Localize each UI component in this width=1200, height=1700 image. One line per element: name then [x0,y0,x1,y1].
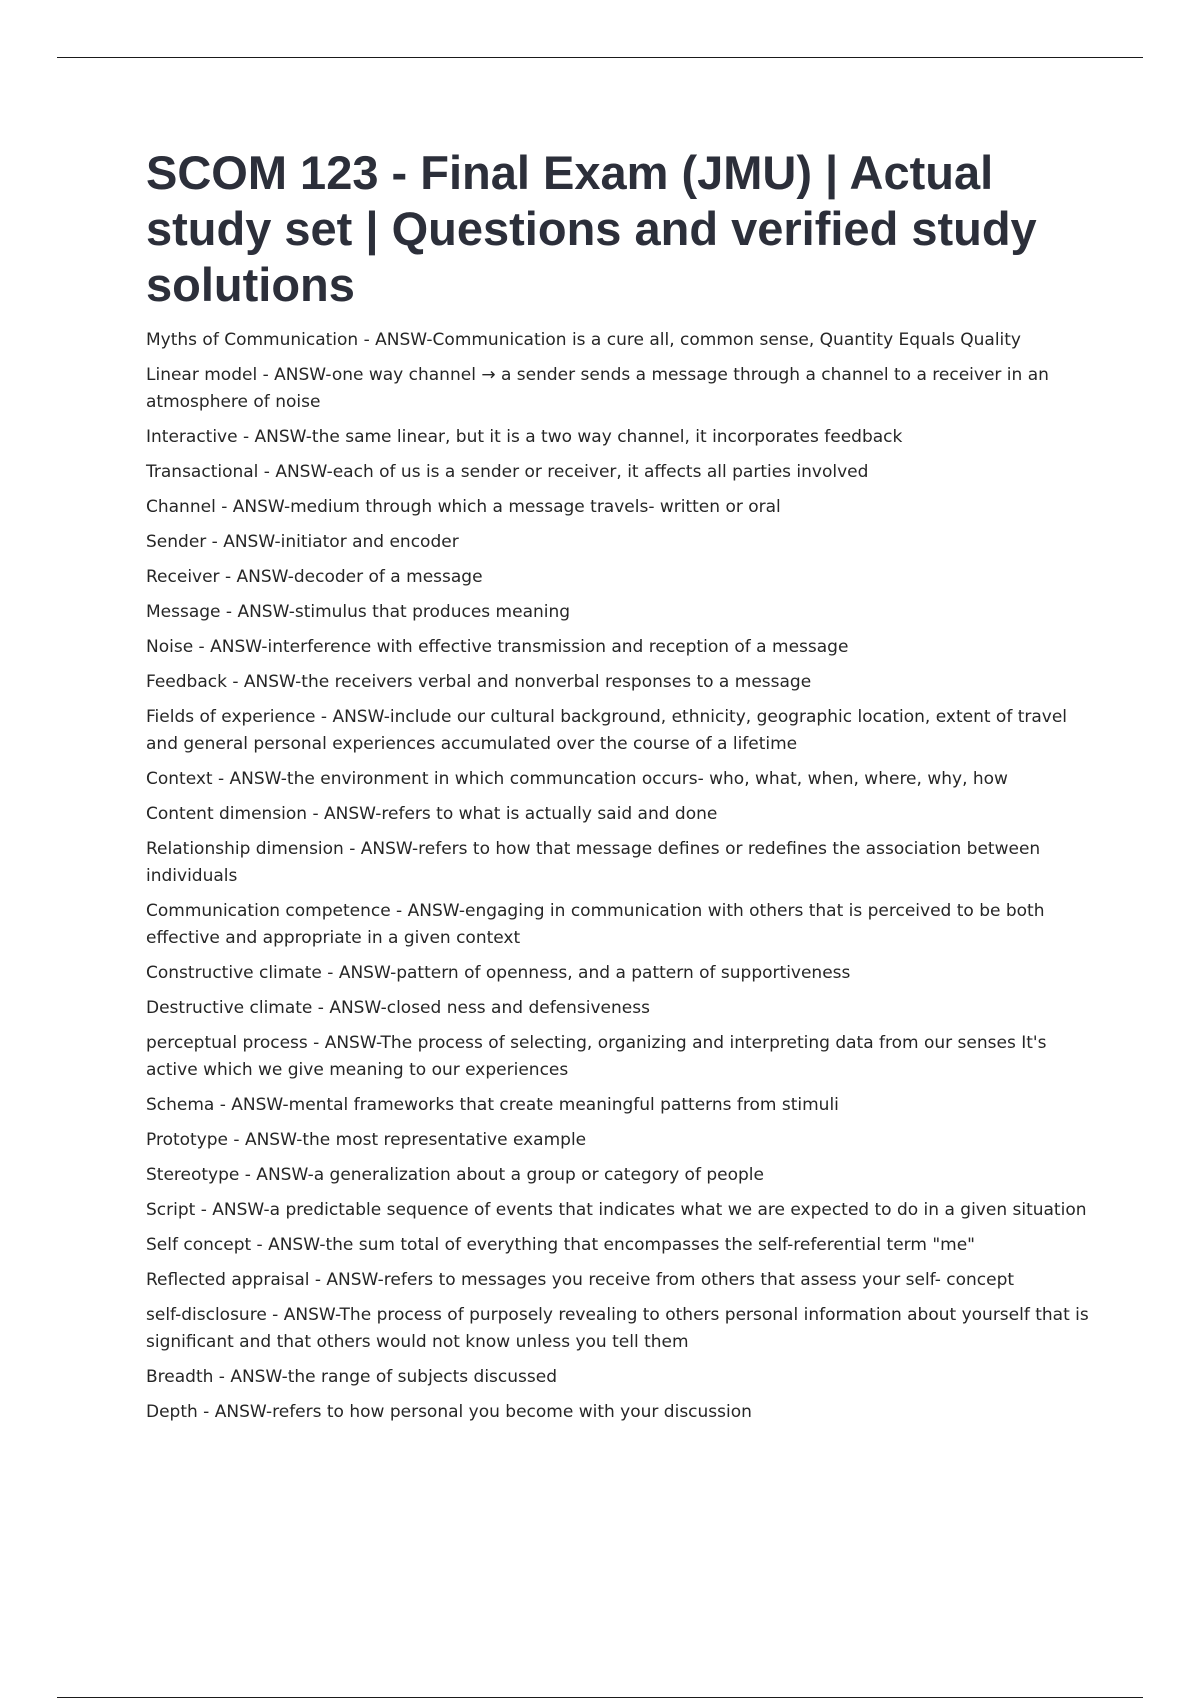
entry-transactional: Transactional - ANSW-each of us is a sender or receiver, it affects all parties involved [146,462,869,482]
entry-perceptual-process: perceptual process - ANSW-The process of selecting, organizing and interpreting data from our senses It's active which we give meaning to our experiences [146,1033,1047,1080]
entry-breadth: Breadth - ANSW-the range of subjects discussed [146,1367,557,1387]
entry-stereotype: Stereotype - ANSW-a generalization about a group or category of people [146,1165,764,1185]
entry-linear-model: Linear model - ANSW-one way channel → a sender sends a message through a channel to a receiver in an atmosphere of noise [146,365,1049,412]
entry-noise: Noise - ANSW-interference with effective transmission and reception of a message [146,637,849,657]
entry-interactive: Interactive - ANSW-the same linear, but it is a two way channel, it incorporates feedback [146,427,903,447]
entry-self-disclosure: self-disclosure - ANSW-The process of purposely revealing to others personal information about yourself that is significant and that others would not know unless you tell them [146,1305,1089,1352]
entry-schema: Schema - ANSW-mental frameworks that create meaningful patterns from stimuli [146,1095,839,1115]
entry-sender: Sender - ANSW-initiator and encoder [146,532,459,552]
entry-fields-of-experience: Fields of experience - ANSW-include our cultural background, ethnicity, geographic location, extent of travel and general personal experiences accumulated over the course of a lifetime [146,707,1068,754]
entry-reflected-appraisal: Reflected appraisal - ANSW-refers to messages you receive from others that assess your self- concept [146,1270,1015,1290]
entry-context: Context - ANSW-the environment in which communcation occurs- who, what, when, where, why, how [146,769,1008,789]
entry-relationship-dimension: Relationship dimension - ANSW-refers to how that message defines or redefines the association between individuals [146,839,1041,886]
entry-destructive-climate: Destructive climate - ANSW-closed ness and defensiveness [146,998,650,1018]
entry-script: Script - ANSW-a predictable sequence of events that indicates what we are expected to do in a given situation [146,1200,1087,1220]
entry-depth: Depth - ANSW-refers to how personal you become with your discussion [146,1402,752,1422]
top-rule [57,57,1143,58]
document-body [146,145,1096,1434]
entry-communication-competence: Communication competence - ANSW-engaging in communication with others that is perceived to be both effective and appropriate in a given context [146,901,1045,948]
entry-constructive-climate: Constructive climate - ANSW-pattern of openness, and a pattern of supportiveness [146,963,851,983]
document-title: SCOM 123 - Final Exam (JMU) | Actual study set | Questions and verified study solutions [146,146,1037,311]
entry-message: Message - ANSW-stimulus that produces meaning [146,602,571,622]
entry-prototype: Prototype - ANSW-the most representative example [146,1130,587,1150]
entry-list [146,327,1096,1426]
entry-myths-of-communication: Myths of Communication - ANSW-Communication is a cure all, common sense, Quantity Equals Quality [146,330,1021,350]
bottom-rule [57,1697,1143,1698]
entry-content-dimension: Content dimension - ANSW-refers to what is actually said and done [146,804,718,824]
entry-receiver: Receiver - ANSW-decoder of a message [146,567,483,587]
entry-self-concept: Self concept - ANSW-the sum total of everything that encompasses the self-referential term "me" [146,1235,975,1255]
entry-channel: Channel - ANSW-medium through which a message travels- written or oral [146,497,781,517]
entry-feedback: Feedback - ANSW-the receivers verbal and nonverbal responses to a message [146,672,812,692]
